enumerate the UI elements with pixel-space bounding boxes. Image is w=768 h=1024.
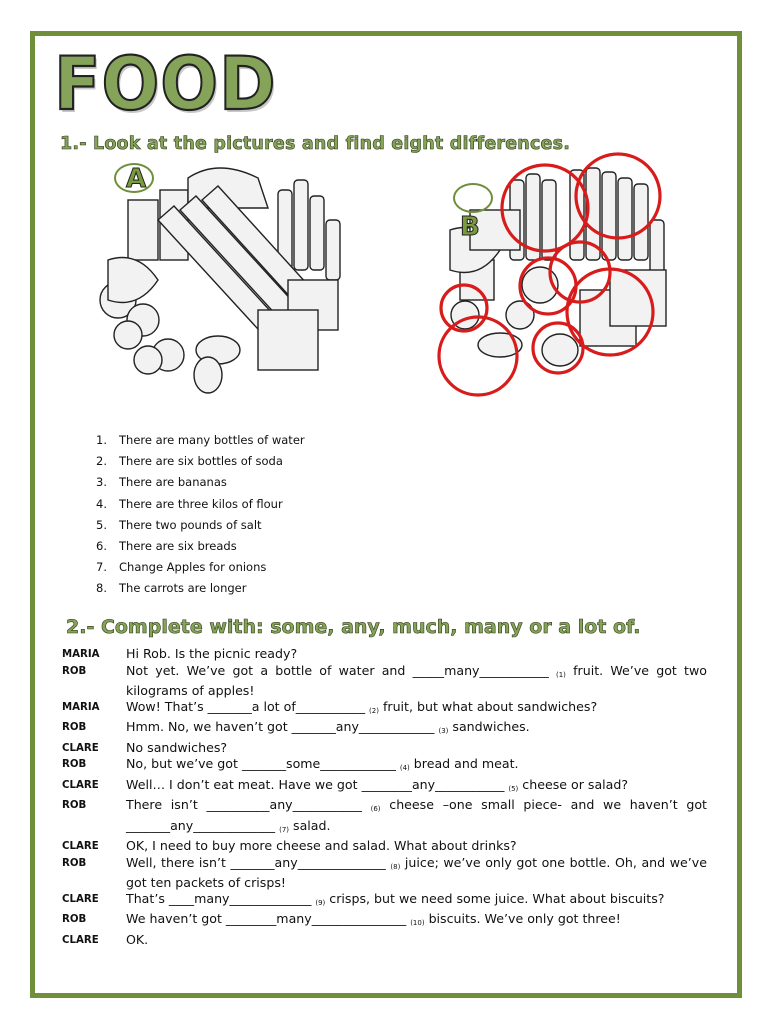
- blank-number: (4): [399, 764, 410, 772]
- page-title: FOOD: [54, 41, 277, 128]
- line-text: There isn’t __________any___________: [126, 797, 371, 812]
- food-illustration-a: [88, 160, 356, 406]
- dialogue-line: [126, 891, 707, 912]
- dialogue-line: [126, 777, 707, 798]
- blank-number: (1): [555, 670, 566, 679]
- line-text: fruit. We’ve got two kilograms of apples!: [126, 662, 708, 698]
- line-text: sandwiches.: [448, 719, 530, 734]
- speaker-name: CLARE: [62, 742, 99, 754]
- dialogue-row: [62, 646, 707, 663]
- list-item: 8. The carrots are longer: [96, 581, 247, 596]
- list-item: 3. There are bananas: [96, 475, 227, 490]
- blank-number: (2): [369, 706, 379, 715]
- list-item: 6. There are six breads: [96, 538, 237, 553]
- dialogue: [62, 646, 707, 948]
- blank-number: (8): [390, 862, 401, 871]
- dialogue-row: [62, 740, 707, 757]
- line-text: Well… I don’t eat meat. Have we got ________any___________: [126, 776, 509, 792]
- picture-b-label: B: [460, 212, 480, 242]
- speaker-name: ROB: [62, 722, 87, 733]
- dialogue-line: [126, 646, 707, 663]
- dialogue-line: [126, 911, 707, 932]
- dialogue-row: [62, 663, 707, 699]
- line-text: cheese or salad?: [518, 776, 629, 792]
- dialogue-row: [62, 911, 707, 932]
- list-item: 7. Change Apples for onions: [96, 560, 267, 575]
- speaker-name: ROB: [62, 914, 87, 925]
- dialogue-row: [62, 756, 707, 777]
- line-text: biscuits. We’ve only got three!: [424, 911, 621, 926]
- section1-heading: 1.- Look at the pictures and find eight differences.: [60, 134, 571, 154]
- blank-number: (10): [410, 919, 425, 927]
- list-item: 2. There are six bottles of soda: [96, 454, 283, 469]
- blank-number: (7): [279, 825, 290, 834]
- line-text: fruit, but what about sandwiches?: [378, 698, 598, 714]
- speaker-name: ROB: [62, 665, 87, 677]
- dialogue-line: [126, 719, 707, 740]
- dialogue-row: [62, 855, 707, 891]
- picture-a-label: A: [126, 164, 147, 194]
- dialogue-row: [62, 932, 707, 949]
- speaker-name: MARIA: [62, 701, 100, 713]
- speaker-name: CLARE: [62, 934, 99, 946]
- dialogue-line: [126, 756, 707, 777]
- line-text: OK.: [126, 931, 149, 947]
- speaker-name: MARIA: [62, 649, 100, 660]
- line-text: juice; we’ve only got one bottle. Oh, and we’ve got ten packets of crisps!: [126, 854, 707, 890]
- dialogue-row: [62, 719, 707, 740]
- dialogue-row: [62, 838, 707, 855]
- blank-number: (5): [508, 784, 519, 793]
- list-item: 1. There are many bottles of water: [96, 433, 305, 447]
- dialogue-line: [126, 740, 707, 757]
- list-item: 4. There are three kilos of flour: [96, 496, 283, 511]
- differences-list: [96, 431, 305, 601]
- dialogue-row: [62, 891, 707, 912]
- dialogue-line: [126, 797, 707, 838]
- dialogue-line: [126, 663, 707, 699]
- blank-number: (6): [370, 805, 381, 813]
- speaker-name: CLARE: [62, 841, 99, 852]
- blank-number: (9): [315, 898, 326, 907]
- speaker-name: ROB: [62, 800, 87, 811]
- speaker-name: ROB: [62, 759, 87, 770]
- line-text: salad.: [289, 817, 331, 833]
- dialogue-row: [62, 699, 707, 720]
- line-text: Well, there isn’t _______any______________: [126, 854, 391, 870]
- dialogue-line: [126, 699, 707, 720]
- line-text: OK, I need to buy more cheese and salad. What about drinks?: [126, 838, 517, 853]
- dialogue-row: [62, 777, 707, 798]
- dialogue-line: [126, 855, 707, 891]
- line-text: Wow! That’s _______a lot of___________: [126, 698, 370, 714]
- line-text: crisps, but we need some juice. What about biscuits?: [325, 890, 665, 906]
- dialogue-line: [126, 932, 707, 949]
- speaker-name: CLARE: [62, 893, 99, 905]
- line-text: bread and meat.: [409, 756, 519, 771]
- dialogue-row: [62, 797, 707, 838]
- line-text: We haven’t got ________many_______________: [126, 911, 411, 926]
- line-text: No, but we’ve got _______some____________: [126, 756, 400, 771]
- line-text: Hmm. No, we haven’t got _______any____________: [126, 719, 439, 734]
- line-text: cheese –one small piece- and we haven’t got _______any_____________: [126, 797, 707, 833]
- blank-number: (3): [438, 727, 449, 735]
- dialogue-line: [126, 838, 707, 855]
- speaker-name: ROB: [62, 857, 87, 869]
- line-text: No sandwiches?: [126, 739, 228, 755]
- list-item: 5. There two pounds of salt: [96, 517, 262, 532]
- line-text: That’s ____many_____________: [126, 890, 316, 906]
- section2-heading: 2.- Complete with: some, any, much, many or a lot of.: [66, 616, 641, 638]
- speaker-name: CLARE: [62, 779, 99, 791]
- line-text: Not yet. We’ve got a bottle of water and _____many___________: [126, 662, 556, 678]
- line-text: Hi Rob. Is the picnic ready?: [126, 646, 298, 661]
- label-b-oval: [453, 183, 493, 213]
